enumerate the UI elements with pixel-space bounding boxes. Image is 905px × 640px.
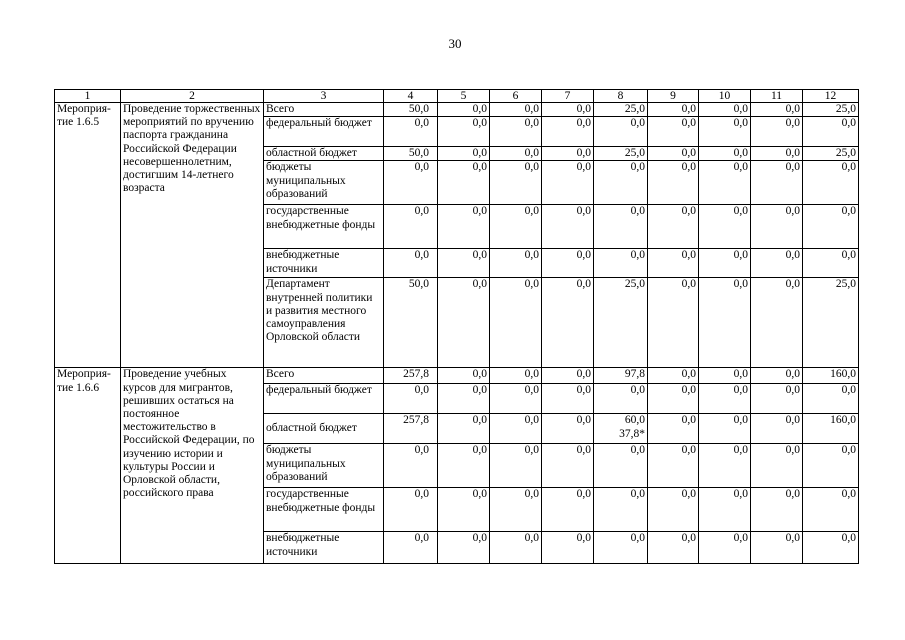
value-cell: 0,0	[751, 147, 803, 161]
table-row	[55, 368, 859, 384]
value-cell: 0,0	[542, 205, 594, 249]
value-cell: 0,0	[699, 205, 751, 249]
value-cell: 0,0	[648, 205, 699, 249]
value-cell: 25,0	[594, 103, 648, 117]
value-cell: 0,0	[594, 161, 648, 205]
value-cell: 0,0	[699, 384, 751, 414]
value-cell: 0,0	[490, 488, 542, 532]
value-cell: 0,0	[542, 161, 594, 205]
value-cell: 0,0	[648, 147, 699, 161]
measure-id: Мероприя- тие 1.6.6	[55, 368, 121, 564]
column-number: 10	[699, 90, 751, 103]
value-cell: 0,0	[542, 147, 594, 161]
value-cell: 0,0	[803, 444, 859, 488]
value-cell: 160,0	[803, 368, 859, 384]
value-cell: 0,0	[648, 117, 699, 147]
column-number: 2	[121, 90, 264, 103]
value-cell: 0,0	[542, 368, 594, 384]
value-cell: 0,0	[438, 488, 490, 532]
value-cell: 0,0	[384, 205, 438, 249]
value-cell: 50,0	[384, 147, 438, 161]
value-cell: 97,8	[594, 368, 648, 384]
value-cell: 0,0	[699, 368, 751, 384]
value-cell: 0,0	[699, 488, 751, 532]
value-cell: 0,0	[648, 444, 699, 488]
value-cell: 0,0	[648, 532, 699, 564]
value-cell: 0,0	[438, 103, 490, 117]
value-cell: 0,0	[594, 117, 648, 147]
value-cell: 0,0	[648, 278, 699, 368]
value-cell: 0,0	[384, 117, 438, 147]
column-number-row	[55, 90, 859, 103]
value-cell: 0,0	[438, 147, 490, 161]
value-cell: 0,0	[490, 147, 542, 161]
funding-source: Всего	[264, 103, 384, 117]
value-cell: 0,0	[490, 249, 542, 278]
value-cell: 0,0	[490, 278, 542, 368]
value-cell: 0,0	[751, 444, 803, 488]
value-cell: 0,0	[648, 161, 699, 205]
funding-source: областной бюджет	[264, 414, 384, 444]
value-cell: 0,0	[699, 532, 751, 564]
value-cell: 0,0	[594, 488, 648, 532]
value-cell: 0,0	[542, 488, 594, 532]
value-cell: 50,0	[384, 103, 438, 117]
value-cell: 257,8	[384, 368, 438, 384]
value-cell: 0,0	[699, 444, 751, 488]
value-cell: 0,0	[542, 103, 594, 117]
value-cell: 0,0	[384, 532, 438, 564]
funding-source: Всего	[264, 368, 384, 384]
value-cell: 0,0	[803, 384, 859, 414]
value-cell: 0,0	[648, 103, 699, 117]
value-cell: 25,0	[594, 147, 648, 161]
value-cell: 0,0	[384, 249, 438, 278]
value-cell: 0,0	[699, 103, 751, 117]
value-cell: 0,0	[490, 161, 542, 205]
value-cell: 0,0	[648, 249, 699, 278]
funding-source: областной бюджет	[264, 147, 384, 161]
value-cell: 257,8	[384, 414, 438, 444]
funding-source: государственные внебюджетные фонды	[264, 488, 384, 532]
value-cell: 0,0	[542, 117, 594, 147]
value-cell: 0,0	[751, 414, 803, 444]
value-cell: 0,0	[438, 117, 490, 147]
column-number: 3	[264, 90, 384, 103]
value-cell: 0,0	[803, 205, 859, 249]
column-number: 1	[55, 90, 121, 103]
value-cell: 0,0	[751, 488, 803, 532]
value-cell: 0,0	[594, 532, 648, 564]
value-cell: 0,0	[438, 414, 490, 444]
value-cell: 0,0	[803, 532, 859, 564]
value-cell: 0,0	[542, 278, 594, 368]
value-cell: 0,0	[438, 368, 490, 384]
value-cell: 0,0	[594, 249, 648, 278]
value-cell: 0,0	[490, 444, 542, 488]
value-cell: 0,0	[751, 532, 803, 564]
value-cell: 0,0	[751, 117, 803, 147]
value-cell: 60,0 37,8*	[594, 414, 648, 444]
measure-id: Мероприя- тие 1.6.5	[55, 103, 121, 368]
value-cell: 0,0	[648, 384, 699, 414]
value-cell: 0,0	[751, 368, 803, 384]
funding-source: внебюджетные источники	[264, 249, 384, 278]
value-cell: 0,0	[648, 414, 699, 444]
value-cell: 0,0	[438, 444, 490, 488]
value-cell: 0,0	[490, 368, 542, 384]
value-cell: 25,0	[803, 147, 859, 161]
column-number: 8	[594, 90, 648, 103]
value-cell: 0,0	[751, 103, 803, 117]
value-cell: 0,0	[438, 384, 490, 414]
value-cell: 0,0	[384, 384, 438, 414]
value-cell: 0,0	[751, 205, 803, 249]
value-cell: 0,0	[490, 414, 542, 444]
column-number: 4	[384, 90, 438, 103]
value-cell: 0,0	[594, 205, 648, 249]
value-cell: 0,0	[438, 532, 490, 564]
value-cell: 0,0	[751, 384, 803, 414]
value-cell: 0,0	[648, 488, 699, 532]
value-cell: 0,0	[542, 532, 594, 564]
measure-description: Проведение торжественных мероприятий по вручению паспорта гражданина Российской Федерации несовершеннолетним, достигшим 14-летнего возраста	[121, 103, 264, 368]
value-cell: 25,0	[803, 103, 859, 117]
value-cell: 160,0	[803, 414, 859, 444]
funding-source: федеральный бюджет	[264, 117, 384, 147]
value-cell: 50,0	[384, 278, 438, 368]
column-number: 12	[803, 90, 859, 103]
column-number: 6	[490, 90, 542, 103]
value-cell: 0,0	[490, 532, 542, 564]
funding-source: бюджеты муниципальных образований	[264, 161, 384, 205]
value-cell: 0,0	[594, 384, 648, 414]
value-cell: 0,0	[384, 444, 438, 488]
value-cell: 0,0	[699, 414, 751, 444]
value-cell: 0,0	[594, 444, 648, 488]
column-number: 9	[648, 90, 699, 103]
value-cell: 0,0	[699, 249, 751, 278]
measure-description: Проведение учебных курсов для мигрантов, решивших остаться на постоянное местожительство в Российской Федерации, по изучению истории и культуры России и Орловской области, российского права	[121, 368, 264, 564]
page-number: 30	[448, 36, 462, 51]
value-cell: 0,0	[438, 249, 490, 278]
value-cell: 0,0	[699, 117, 751, 147]
value-cell: 0,0	[384, 161, 438, 205]
value-cell: 0,0	[803, 488, 859, 532]
value-cell: 0,0	[542, 384, 594, 414]
value-cell: 0,0	[438, 161, 490, 205]
funding-source: Департамент внутренней политики и развития местного самоуправления Орловской области	[264, 278, 384, 368]
funding-source: федеральный бюджет	[264, 384, 384, 414]
value-cell: 0,0	[648, 368, 699, 384]
value-cell: 0,0	[699, 161, 751, 205]
funding-source: бюджеты муниципальных образований	[264, 444, 384, 488]
value-cell: 0,0	[490, 205, 542, 249]
value-cell: 0,0	[438, 278, 490, 368]
table-row	[55, 103, 859, 117]
value-cell: 0,0	[490, 117, 542, 147]
value-cell: 25,0	[594, 278, 648, 368]
value-cell: 0,0	[803, 161, 859, 205]
value-cell: 0,0	[803, 117, 859, 147]
budget-table	[54, 89, 859, 564]
column-number: 11	[751, 90, 803, 103]
value-cell: 25,0	[803, 278, 859, 368]
value-cell: 0,0	[490, 384, 542, 414]
value-cell: 0,0	[803, 249, 859, 278]
value-cell: 0,0	[699, 278, 751, 368]
value-cell: 0,0	[542, 444, 594, 488]
value-cell: 0,0	[699, 147, 751, 161]
value-cell: 0,0	[542, 249, 594, 278]
value-cell: 0,0	[542, 414, 594, 444]
value-cell: 0,0	[751, 161, 803, 205]
value-cell: 0,0	[490, 103, 542, 117]
value-cell: 0,0	[438, 205, 490, 249]
value-cell: 0,0	[751, 278, 803, 368]
column-number: 5	[438, 90, 490, 103]
column-number: 7	[542, 90, 594, 103]
value-cell: 0,0	[751, 249, 803, 278]
value-cell: 0,0	[384, 488, 438, 532]
funding-source: внебюджетные источники	[264, 532, 384, 564]
funding-source: государственные внебюджетные фонды	[264, 205, 384, 249]
